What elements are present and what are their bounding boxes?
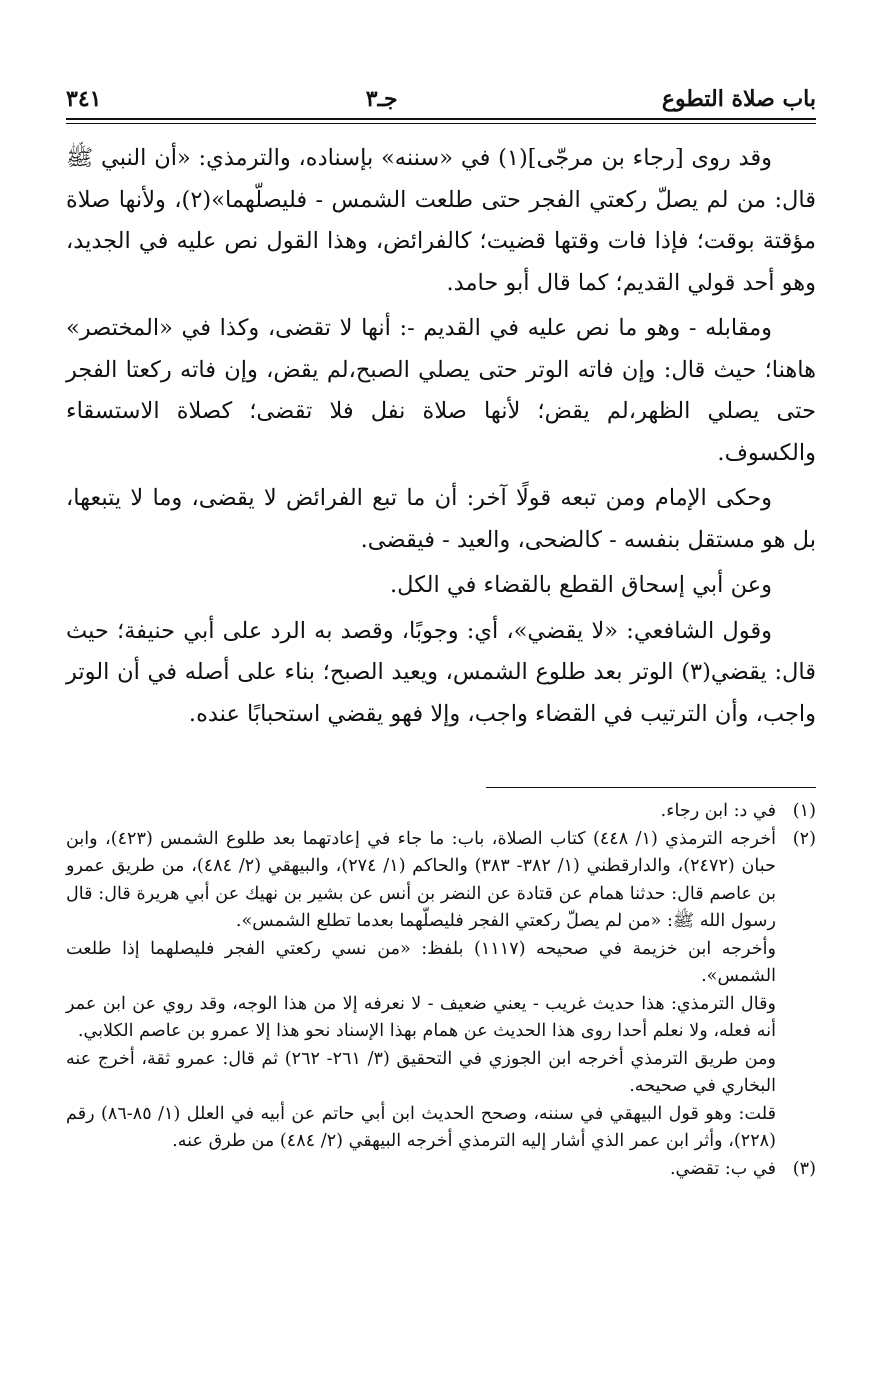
footnote-number bbox=[776, 1046, 816, 1101]
page-number: ٣٤١ bbox=[66, 86, 102, 112]
footnote-text: قلت: وهو قول البيهقي في سننه، وصحح الحديث ابن أبي حاتم عن أبيه في العلل (١/ ٨٥-٨٦) رقم (٢٢٨)، وأثر ابن عمر الذي أشار إليه الترمذي أخرجه البيهقي (٢/ ٤٨٤) من طرق عنه. bbox=[66, 1103, 776, 1151]
book-page bbox=[66, 78, 816, 1183]
paragraph: وقول الشافعي: «لا يقضي»، أي: وجوبًا، وقصد به الرد على أبي حنيفة؛ حيث قال: يقضي(٣) الوتر بعد طلوع الشمس، ويعيد الصبح؛ بناء على أصله في أن الوتر واجب، وأن الترتيب في القضاء واجب، وإلا فهو يقضي استحبابًا عنده. bbox=[66, 617, 816, 727]
footnote-text: أخرجه الترمذي (١/ ٤٤٨) كتاب الصلاة، باب: ما جاء في إعادتهما بعد طلوع الشمس (٤٢٣)، وابن حبان (٢٤٧٢)، والدارقطني (١/ ٣٨٢- ٣٨٣) والحاكم (١/ ٢٧٤)، والبيهقي (٢/ ٤٨٤)، من طريق عمرو بن عاصم قال: حدثنا همام عن قتادة عن النضر بن أنس عن بشير بن نهيك عن أبي هريرة قال: قال رسول الله ﷺ: «من لم يصلّ ركعتي الفجر فليصلّهما بعدما تطلع الشمس». bbox=[66, 828, 776, 931]
footnote-separator bbox=[486, 787, 816, 788]
footnote-text: ومن طريق الترمذي أخرجه ابن الجوزي في التحقيق (٣/ ٢٦١- ٢٦٢) ثم قال: عمرو ثقة، أخرج عنه البخاري في صحيحه. bbox=[66, 1048, 777, 1096]
running-header bbox=[66, 78, 816, 112]
footnote bbox=[66, 1156, 816, 1184]
paragraph: وقد روى [رجاء بن مرجّى](١) في «سننه» بإسناده، والترمذي: «أن النبي ﷺ قال: من لم يصلّ ركعتي الفجر حتى طلعت الشمس - فليصلّهما»(٢)، ولأنها صلاة مؤقتة بوقت؛ فإذا فات وقتها قضيت؛ كالفرائض، وهذا القول نص عليه في الجديد، وهو أحد قولي القديم؛ كما قال أبو حامد. bbox=[66, 145, 817, 296]
footnote-number: (١) bbox=[792, 801, 816, 821]
main-text bbox=[66, 138, 816, 735]
footnote-number bbox=[776, 991, 816, 1046]
footnote-continuation bbox=[66, 1101, 816, 1156]
header-rule-thin bbox=[66, 123, 816, 124]
footnote-continuation bbox=[66, 991, 816, 1046]
paragraph: ومقابله - وهو ما نص عليه في القديم -: أنها لا تقضى، وكذا في «المختصر» هاهنا؛ حيث قال: وإن فاته الوتر حتى يصلي الصبح،لم يقض، وإن فاته ركعتا الفجر حتى يصلي الظهر،لم يقض؛ لأنها صلاة نفل فلا تقضى؛ كصلاة الاستسقاء والكسوف. bbox=[66, 315, 816, 466]
footnotes bbox=[66, 798, 816, 1183]
footnote-number bbox=[776, 936, 816, 991]
footnote-number bbox=[776, 1101, 816, 1156]
footnote-number: (٢) bbox=[792, 828, 816, 849]
header-rule-thick bbox=[66, 118, 816, 120]
footnote-text: وأخرجه ابن خزيمة في صحيحه (١١١٧) بلفظ: «من نسي ركعتي الفجر فليصلهما إذا طلعت الشمس». bbox=[66, 938, 776, 986]
footnote-text: وقال الترمذي: هذا حديث غريب - يعني ضعيف - لا نعرفه إلا من هذا الوجه، وقد روي عن ابن عمر أنه فعله، ولا نعلم أحدا روى هذا الحديث عن همام بهذا الإسناد نحو هذا إلا عمرو بن عاصم الكلابي. bbox=[66, 993, 776, 1041]
footnote-number: (٣) bbox=[792, 1158, 816, 1179]
footnote-text: في ب: تقضي. bbox=[669, 1158, 776, 1179]
volume-label: جـ٣ bbox=[365, 86, 398, 112]
footnote-continuation bbox=[66, 1046, 816, 1101]
footnote-continuation bbox=[66, 936, 816, 991]
paragraph: وعن أبي إسحاق القطع بالقضاء في الكل. bbox=[390, 572, 772, 598]
footnote-text: في د: ابن رجاء. bbox=[660, 801, 776, 821]
footnote bbox=[66, 798, 816, 826]
paragraph: وحكى الإمام ومن تبعه قولًا آخر: أن ما تبع الفرائض لا يقضى، وما لا يتبعها، بل هو مستقل بنفسه - كالضحى، والعيد - فيقضى. bbox=[66, 485, 816, 553]
chapter-title: باب صلاة التطوع bbox=[661, 86, 816, 112]
footnote bbox=[66, 826, 816, 936]
